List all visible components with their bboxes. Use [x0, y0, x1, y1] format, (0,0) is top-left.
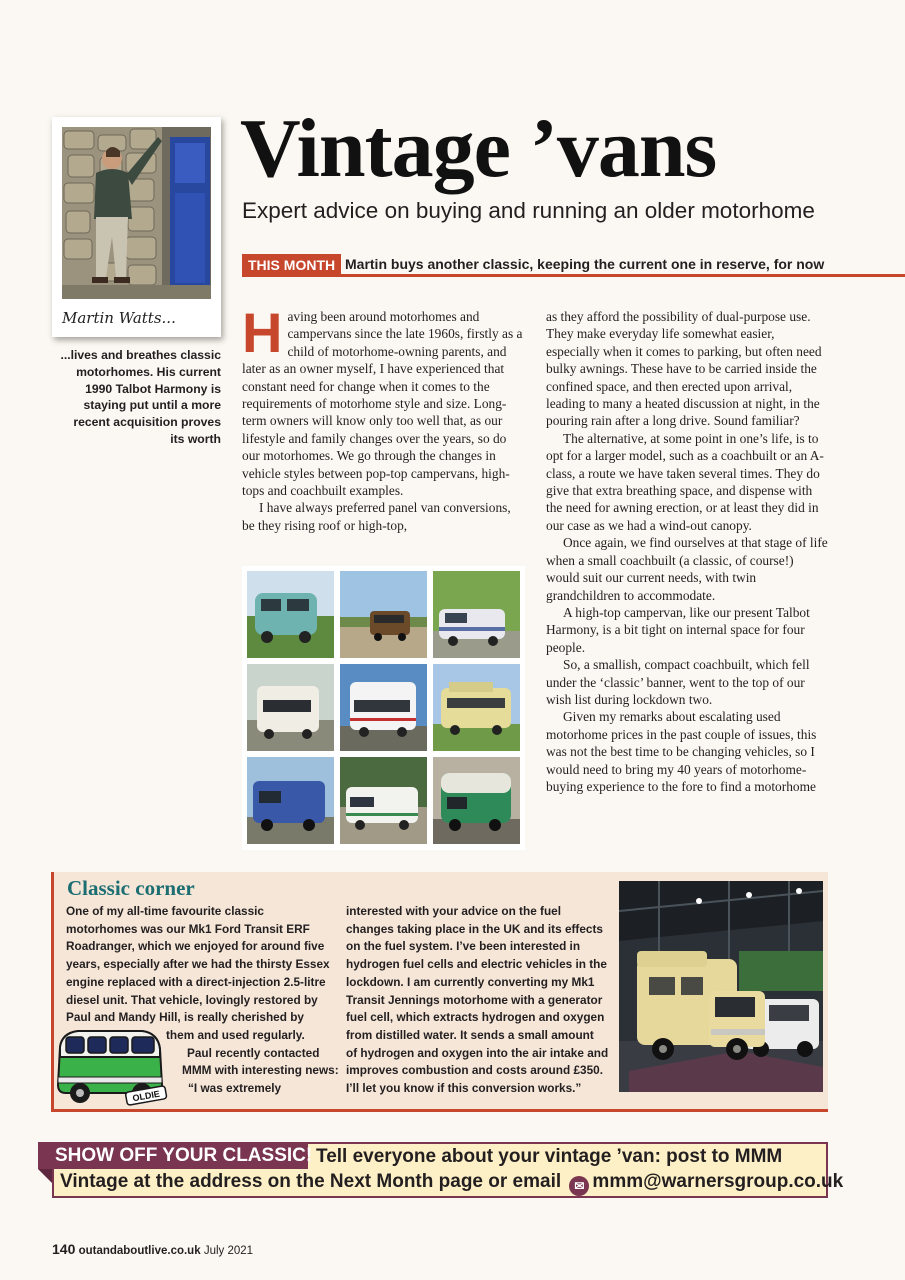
article-column-1 — [242, 301, 524, 534]
article-paragraph: Once again, we find ourselves at that stage of life when a small coachbuilt (a classic, of course!) would suit our current needs, with twin grandchildren to accommodate. — [546, 535, 828, 603]
page-footer — [52, 1241, 253, 1257]
classic-corner-heading: Classic corner — [67, 876, 195, 900]
campervan-photo-grid — [242, 566, 525, 850]
classic-corner-box — [51, 872, 828, 1112]
campervan-photo — [433, 757, 520, 844]
campervan-photo — [340, 757, 427, 844]
author-caption: Martin Watts... — [62, 309, 176, 327]
oldie-campervan-illustration — [54, 1027, 169, 1107]
show-off-line-1: Tell everyone about your vintage ’van: post to MMM — [316, 1146, 783, 1167]
footer-date: July 2021 — [203, 1245, 254, 1257]
campervan-photo — [433, 664, 520, 751]
article-paragraph: Having been around motorhomes and campervans since the late 1960s, firstly as a child of motorhome-owning parents, and later as an owner myself, I have experienced that constant need for change when it comes to the requirements of motorhome style and size. Long-term owners will know only too well that, as our lifestyle and family changes over the years, so do our motorhomes. We go through the changes in vehicle styles between pop-top campervans, high-tops and coachbuilt examples. — [242, 301, 523, 499]
author-bio: ...lives and breathes classic motorhomes. His current 1990 Talbot Harmony is staying put until a more recent acquisition proves its worth — [60, 348, 221, 446]
show-off-line-2: Vintage at the address on the Next Month page or email ✉ mmm@warnersgroup.co.uk — [60, 1171, 843, 1196]
show-off-tag: SHOW OFF YOUR CLASSIC! — [38, 1142, 308, 1169]
page-title: Vintage ’vans — [240, 102, 717, 195]
classic-corner-column-1: One of my all-time favourite classic motorhomes was our Mk1 Ford Transit ERF Roadranger, which we enjoyed for around five years, especially after we had the thirsty Essex engine replaced with a direct-injection 2.5-litre diesel unit. That vehicle, lovingly restored by Paul and Mandy Hill, is really cherished by them and used regularly. Paul recently contacted MMM with interesting news: “I was extremely — [66, 904, 339, 1096]
show-off-fold — [38, 1169, 52, 1183]
article-paragraph: I have always preferred panel van conversions, be they rising roof or high-top, — [242, 500, 511, 533]
article-paragraph: as they afford the possibility of dual-purpose use. They make everyday life somewhat easier, especially when it comes to parking, but often need bulky awnings. These have to be carried inside the confined space, and then erected upon arrival, leading to many a heated discussion at night, in the pouring rain after a long drive. Sound familiar? — [546, 309, 822, 429]
article-paragraph: A high-top campervan, like our present Talbot Harmony, is a bit tight on internal space for four people. — [546, 604, 810, 655]
transit-motorhome-photo — [619, 881, 823, 1092]
campervan-photo — [433, 571, 520, 658]
email-icon: ✉ — [569, 1176, 589, 1196]
email-link[interactable]: mmm@warnersgroup.co.uk — [592, 1171, 844, 1192]
article-paragraph: The alternative, at some point in one’s life, is to opt for a larger model, such as a coachbuilt or an A-class, a route we have taken several times. They do give that extra breathing space, and dispense with the need for awning erection, or at least they did in our case as we had a wind-out canopy. — [546, 430, 824, 533]
this-month-tag: THIS MONTH — [242, 254, 341, 277]
author-photo-frame — [52, 117, 221, 337]
article-paragraph: Given my remarks about escalating used motorhome prices in the past couple of issues, this was not the best time to be changing vehicles, so I would need to bring my 40 years of motorhome-buying experience to the fore to find a motorhome — [546, 709, 817, 794]
campervan-photo — [247, 664, 334, 751]
campervan-photo — [340, 664, 427, 751]
this-month-text: Martin buys another classic, keeping the current one in reserve, for now — [345, 256, 825, 272]
campervan-photo — [247, 757, 334, 844]
show-off-banner — [38, 1142, 844, 1198]
this-month-bar — [242, 254, 905, 277]
drop-cap: H — [242, 301, 283, 364]
article-paragraph: So, a smallish, compact coachbuilt, which fell under the ‘classic’ banner, went to the top of our wish list during lockdown two. — [546, 657, 810, 707]
campervan-photo — [247, 571, 334, 658]
oldie-badge: OLDIE — [131, 1088, 161, 1104]
author-photo — [62, 127, 211, 299]
campervan-photo — [340, 571, 427, 658]
page-number: 140 — [52, 1241, 76, 1257]
article-column-2 — [546, 308, 830, 795]
page-subtitle: Expert advice on buying and running an older motorhome — [242, 198, 815, 223]
classic-corner-column-2: interested with your advice on the fuel changes taking place in the UK and its effects on the fuel system. I’ve been interested in hydrogen fuel cells and electric vehicles in the lockdown. I am currently converting my Mk1 Transit Jennings motorhome with a generator fuel cell, which extracts hydrogen and oxygen from distilled water. It sends a small amount of hydrogen and oxygen into the air intake and improves combustion and costs around £350. I’ll let you know if this conversion works.” — [346, 904, 609, 1096]
footer-website: outandaboutlive.co.uk — [78, 1245, 201, 1257]
